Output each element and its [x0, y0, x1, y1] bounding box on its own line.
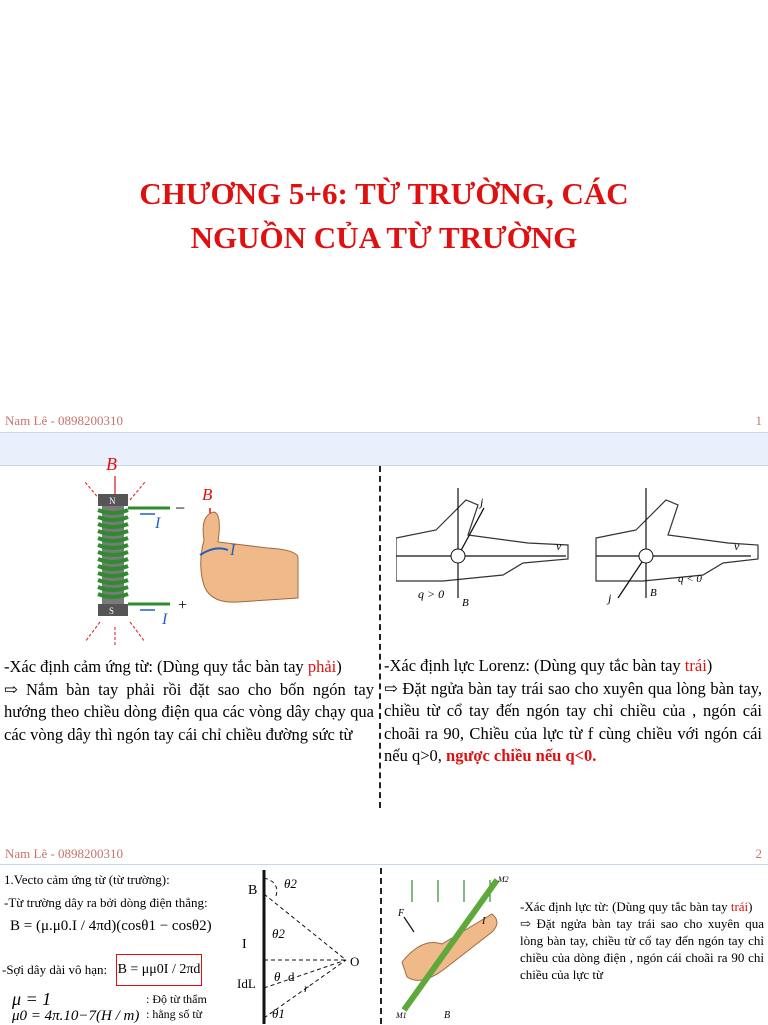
infinite-wire-heading: -Sợi dây dài vô hạn:: [2, 962, 108, 977]
m1-label: M1: [396, 1011, 407, 1020]
force-on-wire-figure: [392, 872, 520, 1020]
right-hand-rule-text: [4, 656, 374, 746]
wire-force-heading: -Xác định lực từ: (Dùng quy tắc bàn tay: [520, 899, 728, 914]
force-b-label: B: [444, 1010, 451, 1020]
page-title: [0, 172, 768, 260]
solenoid-b-label: B: [106, 454, 117, 474]
theta2-label: θ2: [272, 926, 285, 941]
wire-force-body: ⇨ Đặt ngửa bàn tay trái sao cho xuyên qua lòng bàn tay, chiều từ cổ tay đến ngón tay chỉ chiều của dòng điện , ngón cái choãi ra 90 chỉ chiều của lực từ: [520, 916, 764, 982]
theta-label: θ: [274, 969, 281, 984]
thumb-b-label: B: [202, 485, 213, 504]
page-2-divider: [380, 868, 382, 1024]
plus-sign: +: [178, 597, 188, 614]
thumb-i-label: I: [230, 542, 236, 559]
right-hand-rule-body: ⇨ Nắm bàn tay phải rồi đặt sao cho bốn ngón tay hướng theo chiều dòng điện qua các vòng dây chạy qua các vòng dây thì ngón tay cái chỉ chiều đường sức từ: [4, 679, 374, 744]
wire-force-heading-close: ): [748, 899, 753, 914]
velocity-label-positive: v: [556, 539, 562, 553]
right-hand-figure: [190, 480, 300, 610]
m2-label: M2: [498, 875, 509, 884]
permeability-formula: μ = 1: [12, 989, 52, 1009]
infinite-wire-formula: B = μμ0I / 2πd: [116, 954, 202, 986]
left-hand-word: trái: [684, 656, 707, 675]
lorentz-heading-close: ): [706, 656, 713, 675]
field-label-positive: B: [462, 597, 469, 609]
theta2-top-label: θ2: [284, 876, 297, 891]
wire-b-label: B: [248, 883, 258, 898]
distance-d-label: d: [288, 969, 295, 984]
lorentz-rule-body: ⇨ Đặt ngửa bàn tay trái sao cho xuyên qua lòng bàn tay, chiều từ cổ tay đến ngón tay chỉ chiều của , ngón cái choãi ra 90, Chiều của lực từ f cùng chiều với ngón cái nếu q>0,: [384, 678, 762, 765]
lorentz-hands-figure: [396, 478, 762, 613]
radius-r-label: r: [304, 981, 309, 995]
page-2-number: 2: [755, 846, 762, 861]
page-2-rule: [0, 864, 768, 865]
force-i-label: I: [482, 916, 486, 927]
title-line-1: CHƯƠNG 5+6: TỪ TRƯỜNG, CÁC: [139, 176, 629, 211]
velocity-label-negative: v: [734, 539, 740, 553]
page-1-author: Nam Lê - 0898200310: [5, 413, 124, 428]
lorentz-rule-heading: -Xác định lực Lorenz: (Dùng quy tắc bàn tay: [384, 656, 681, 675]
section-heading: 1.Vecto cảm ứng từ (từ trường):: [4, 872, 170, 887]
right-hand-rule-heading: -Xác định cảm ứng từ: (Dùng quy tắc bàn tay: [4, 657, 304, 676]
current-element-label: IdL: [237, 976, 256, 991]
force-label-negative: j: [608, 591, 612, 605]
right-hand-heading-close: ): [336, 657, 342, 676]
wire-geometry-figure: [232, 868, 372, 1024]
solenoid-figure: [60, 452, 210, 652]
charge-positive-label: q > 0: [418, 587, 445, 601]
current-top-label: I: [155, 515, 161, 532]
page-2-author: Nam Lê - 0898200310: [5, 846, 124, 861]
south-pole-label: S: [109, 606, 115, 616]
finite-wire-formula: B = (μ.μ0.I / 4πd)(cosθ1 − cosθ2): [10, 918, 212, 934]
straight-wire-heading: -Từ trường dây ra bởi dòng điện thẳng:: [4, 895, 208, 910]
field-label-negative: B: [650, 587, 657, 599]
current-bottom-label: I: [162, 611, 168, 628]
right-hand-word: phải: [307, 657, 337, 676]
magnetic-constant-formula: μ0 = 4π.10−7(H / m): [12, 1008, 140, 1024]
theta1-label: θ1: [272, 1006, 285, 1021]
point-o-label: O: [350, 954, 360, 969]
magnetic-field-section: [4, 871, 244, 911]
wire-force-left-word: trái: [730, 899, 749, 914]
magnetic-constant-note: : hằng số từ: [146, 1007, 203, 1021]
charge-negative-label: q < 0: [678, 573, 702, 585]
force-label-positive: j: [480, 495, 484, 509]
wire-i-label: I: [242, 937, 247, 952]
page-1-number: 1: [755, 413, 762, 428]
force-f-label: F: [398, 908, 405, 919]
permeability-note: : Độ từ thẩm: [146, 992, 207, 1006]
north-pole-label: N: [109, 496, 116, 506]
wire-force-rule-text: [520, 898, 764, 983]
lorentz-rule-text: [384, 655, 762, 768]
title-line-2: NGUỒN CỦA TỪ TRƯỜNG: [190, 220, 578, 255]
lorentz-rule-negative-note: ngược chiều nếu q<0.: [446, 746, 597, 765]
column-divider: [379, 466, 381, 808]
minus-sign: −: [175, 498, 186, 518]
